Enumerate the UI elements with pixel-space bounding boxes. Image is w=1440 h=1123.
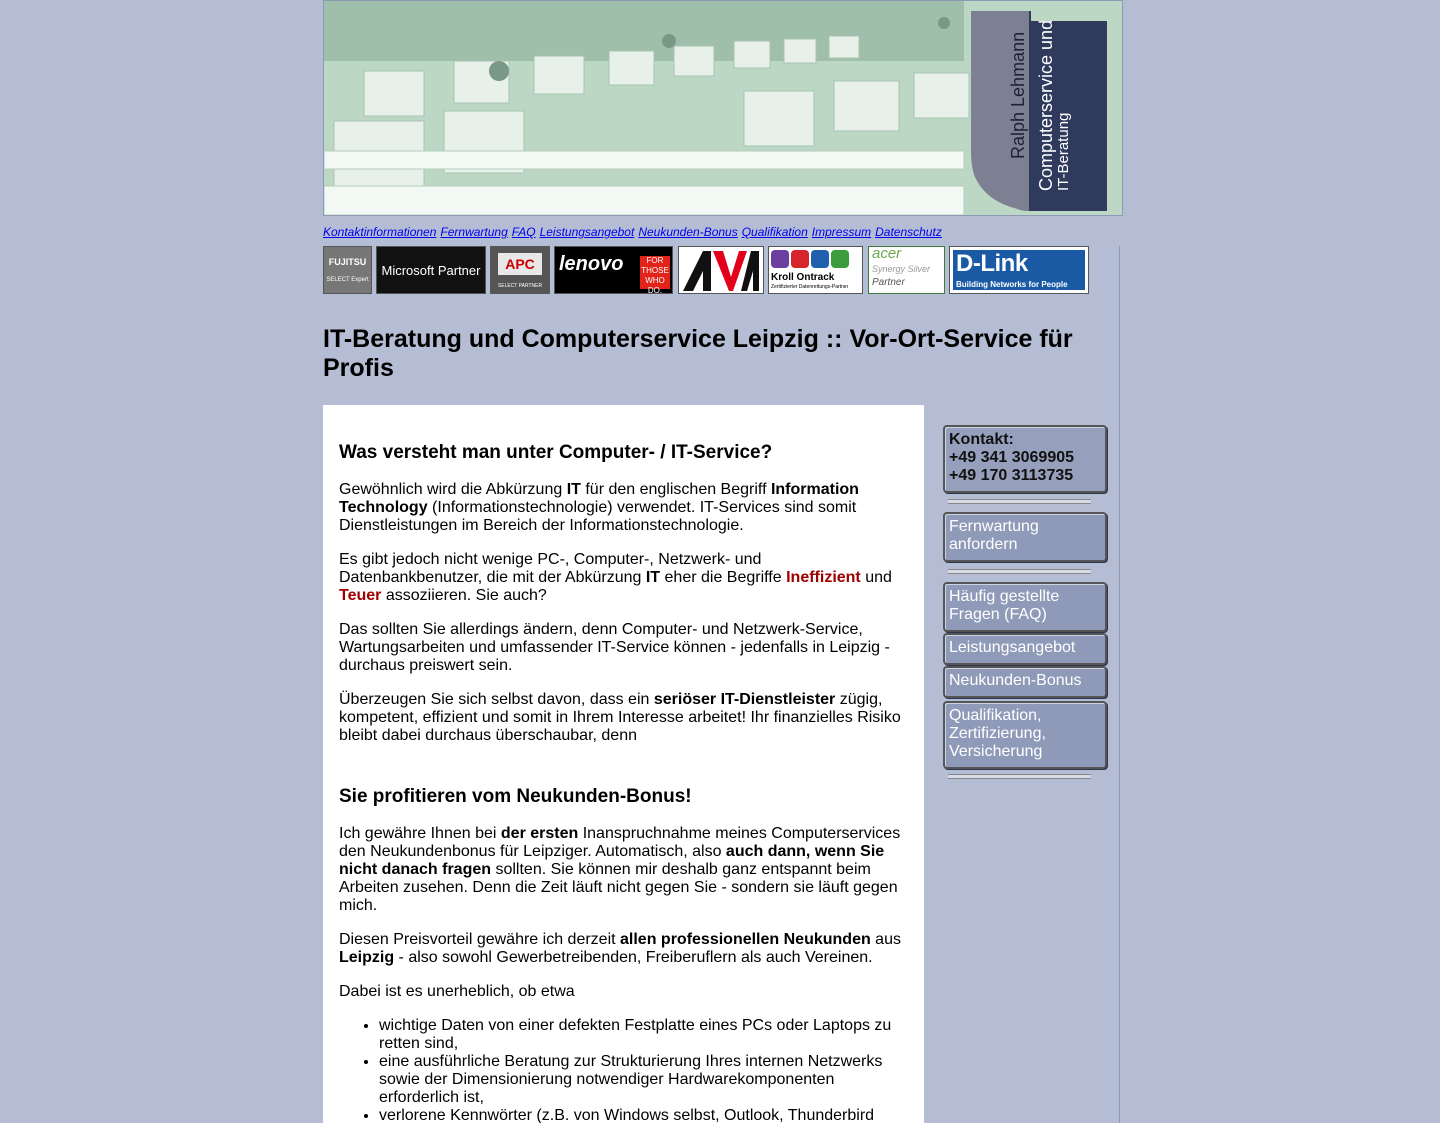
text: zügig, kompetent, effizient und somit in Ihrem Interesse arbeitet! Ihr finanzielles Risiko bleibt dabei durchaus überschaubar, denn [339, 691, 901, 744]
bold-text: IT [645, 569, 661, 586]
nav-leistungsangebot[interactable]: Leistungsangebot [539, 225, 635, 239]
partner-logo-dlink[interactable] [949, 246, 1089, 294]
lenovo-tag-2: THOSE [641, 266, 669, 275]
sidebar-button-qualifikation[interactable]: Qualifikation, Zertifizierung, Versicherung [943, 701, 1107, 769]
lenovo-tag-3: WHO DO. [645, 276, 665, 294]
bold-text: auch dann, wenn Sie nicht danach fragen [339, 843, 885, 878]
list-item: • verlorene Kennwörter (z.B. von Windows selbst, Outlook, Thunderbird [379, 1107, 908, 1123]
lenovo-logo-text: lenovo [559, 253, 624, 275]
text: eher die Begriffe [660, 569, 787, 586]
vertical-divider [1119, 246, 1120, 1123]
apc-badge [498, 253, 542, 275]
dlink-logo-text: D-Link [956, 250, 1028, 277]
partner-logo-fujitsu[interactable] [323, 246, 372, 294]
text: und [860, 569, 892, 586]
microsoft-logo-text: Microsoft Partner [381, 263, 481, 278]
lenovo-tag-1: FOR [646, 256, 664, 265]
partner-logo-kroll[interactable] [768, 246, 863, 294]
fujitsu-logo-text: FUJITSU [328, 257, 367, 267]
contact-box [943, 425, 1107, 493]
nav-neukunden-bonus[interactable]: Neukunden-Bonus [638, 225, 738, 239]
text: Überzeugen Sie sich selbst davon, dass ein [339, 691, 654, 708]
kroll-logo-text: Kroll Ontrack [771, 272, 835, 283]
acer-logo-sub2: Partner [872, 277, 905, 288]
phone-landline[interactable]: +49 341 3069905 [949, 449, 1075, 466]
header-banner [323, 0, 1123, 216]
paragraph-serious-provider [339, 691, 908, 745]
text: Gewöhnlich wird die Abkürzung [339, 481, 567, 498]
page-wrapper [323, 0, 1123, 1123]
kroll-logo-sub: Zertifizierter Datenrettungs-Partner [771, 284, 849, 290]
apc-logo-text: APC [505, 256, 535, 272]
text: - also sowohl Gewerbetreibenden, Freiberuflern als auch Vereinen. [394, 949, 873, 966]
paragraph-irrelevant: Dabei ist es unerheblich, ob etwa [339, 983, 575, 1000]
sidebar-separator [948, 774, 1091, 779]
list-item: • eine ausführliche Beratung zur Strukturierung Ihres internen Netzwerks sowie der Dimensionierung notwendiger Hardwarekomponenten erforderlich ist, [379, 1053, 908, 1107]
page-title: IT-Beratung und Computerservice Leipzig :: Vor-Ort-Service für Profis [323, 325, 1073, 382]
acer-logo-text: acer [872, 246, 902, 262]
partner-logo-microsoft[interactable] [376, 246, 486, 294]
nav-impressum[interactable]: Impressum [811, 225, 872, 239]
heading-service: Was versteht man unter Computer- / IT-Service? [339, 442, 773, 463]
sidebar-button-fernwartung[interactable]: Fernwartung anfordern [943, 512, 1107, 562]
sidebar-separator [948, 499, 1091, 504]
nav-kontakt[interactable]: Kontaktinformationen [323, 225, 437, 239]
sidebar-separator [948, 569, 1091, 574]
bold-text: der ersten [500, 825, 579, 842]
text: Diesen Preisvorteil gewähre ich derzeit [339, 931, 621, 948]
nav-faq[interactable]: FAQ [511, 225, 536, 239]
text: Inanspruchnahme meines Computerservices den Neukundenbonus für Leipziger. Automatisch, also [339, 825, 901, 860]
bold-text: IT [566, 481, 581, 498]
bold-text: seriöser IT-Dienstleister [653, 691, 836, 708]
nav-datenschutz[interactable]: Datenschutz [875, 225, 942, 239]
lenovo-tag [640, 256, 670, 294]
main-content [323, 405, 924, 1123]
partner-logo-lenovo[interactable] [554, 246, 673, 294]
top-navigation [323, 225, 946, 239]
partner-logo-avm[interactable] [678, 246, 764, 294]
dlink-logo-sub: Building Networks for People [956, 280, 1068, 289]
contact-label: Kontakt: [949, 431, 1014, 448]
list-item: • wichtige Daten von einer defekten Festplatte eines PCs oder Laptops zu retten sind, [379, 1017, 908, 1053]
text: (Informationstechnologie) verwendet. IT-Services sind somit Dienstleistungen im Bereich der Informationstechnologie. [339, 499, 857, 534]
text: aus [870, 931, 901, 948]
brand-line2: IT-Beratung [1055, 112, 1072, 191]
paragraph-it-association [339, 551, 908, 605]
paragraph-bonus-info [339, 825, 908, 915]
text: Es gibt jedoch nicht wenige PC-, Computer-, Netzwerk- und Datenbankbenutzer, die mit der Abkürzung [339, 551, 762, 586]
heading-bonus: Sie profitieren vom Neukunden-Bonus! [339, 786, 692, 807]
text: assoziieren. Sie auch? [381, 587, 547, 604]
phone-mobile[interactable]: +49 170 3113735 [949, 467, 1074, 484]
bold-text: Information Technology [339, 481, 859, 516]
dlink-badge [953, 250, 1085, 290]
service-list [339, 1017, 908, 1123]
nav-fernwartung[interactable]: Fernwartung [440, 225, 508, 239]
partner-logo-apc[interactable] [490, 246, 550, 294]
text: für den englischen Begriff [580, 481, 771, 498]
acer-logo-sub1: Synergy Silver [872, 264, 931, 274]
paragraph-affordable: Das sollten Sie allerdings ändern, denn Computer- und Netzwerk-Service, Wartungsarbeiten und umfassender IT-Service können - jedenfalls in Leipzig - durchaus preiswert sein. [339, 621, 890, 674]
text: Ich gewähre Ihnen bei [339, 825, 501, 842]
brand-shield-logo [971, 11, 1107, 211]
partner-logo-acer[interactable] [868, 246, 945, 294]
sidebar-button-neukunden-bonus[interactable]: Neukunden-Bonus [943, 666, 1107, 698]
kroll-icons [771, 250, 849, 273]
bold-text: Leipzig [339, 949, 395, 966]
highlight-text: Teuer [339, 587, 382, 604]
nav-qualifikation[interactable]: Qualifikation [741, 225, 808, 239]
apc-logo-sub: SELECT PARTNER [497, 283, 543, 289]
text: sollten. Sie können mir deshalb ganz entspannt beim Arbeiten zusehen. Denn die Zeit läuft nicht gegen Sie - sondern sie läuft gegen mich. [339, 861, 898, 914]
brand-line1: Computerservice und [1036, 19, 1056, 191]
highlight-text: Ineffizient [786, 569, 861, 586]
fujitsu-logo-sub: SELECT Expert [326, 277, 369, 283]
avm-logo-icon [679, 247, 763, 293]
paragraph-price-advantage [339, 931, 908, 967]
sidebar-button-faq[interactable]: Häufig gestellte Fragen (FAQ) [943, 582, 1107, 632]
bold-text: allen professionellen Neukunden [620, 931, 871, 948]
sidebar-button-leistungsangebot[interactable]: Leistungsangebot [943, 633, 1107, 665]
brand-name: Ralph Lehmann [1008, 31, 1028, 159]
paragraph-it-definition [339, 481, 908, 535]
